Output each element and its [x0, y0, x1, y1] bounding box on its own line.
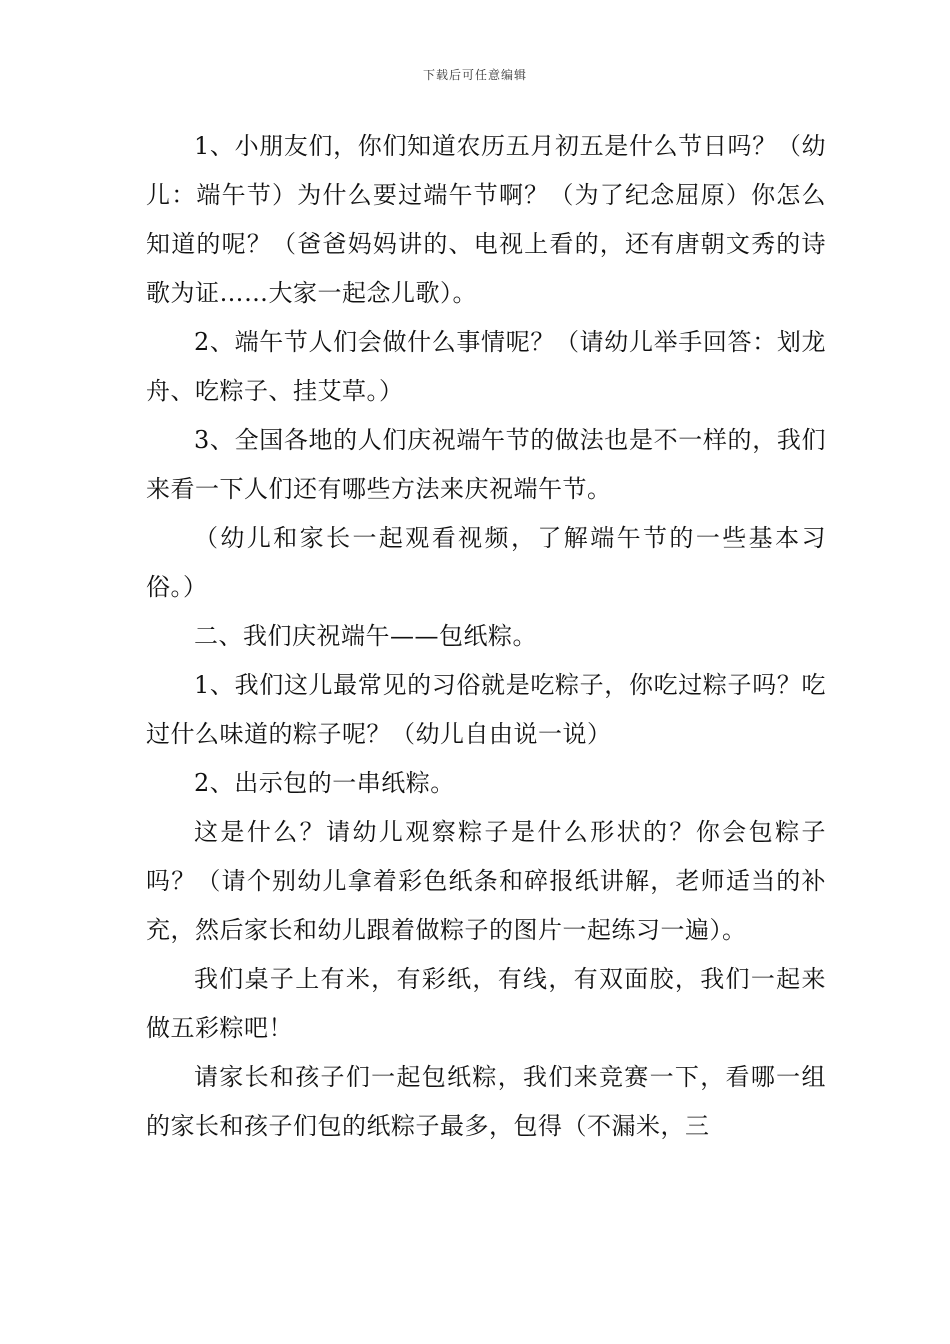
paragraph-1: 1、小朋友们，你们知道农历五月初五是什么节日吗？（幼儿：端午节）为什么要过端午节啊？（为了纪念屈原）你怎么知道的呢？（爸爸妈妈讲的、电视上看的，还有唐朝文秀的诗歌为证……大家一起念儿歌）。 [146, 132, 826, 307]
paragraph-8: 我们桌子上有米，有彩纸，有线，有双面胶，我们一起来做五彩粽吧！ [146, 965, 826, 1042]
paragraph-5: 1、我们这儿最常见的习俗就是吃粽子，你吃过粽子吗？吃过什么味道的粽子呢？（幼儿自由说一说） [146, 671, 826, 748]
page-header: 下载后可任意编辑 [422, 68, 527, 82]
document-body [146, 122, 826, 1151]
paragraph-7: 这是什么？请幼儿观察粽子是什么形状的？你会包粽子吗？（请个别幼儿拿着彩色纸条和碎报纸讲解，老师适当的补充，然后家长和幼儿跟着做粽子的图片一起练习一遍）。 [146, 818, 826, 944]
paragraph-2: 2、端午节人们会做什么事情呢？（请幼儿举手回答：划龙舟、吃粽子、挂艾草。） [146, 328, 826, 405]
paragraph-4: （幼儿和家长一起观看视频，了解端午节的一些基本习俗。） [146, 524, 826, 601]
paragraph-3: 3、全国各地的人们庆祝端午节的做法也是不一样的，我们来看一下人们还有哪些方法来庆祝端午节。 [146, 426, 826, 503]
paragraph-9: 请家长和孩子们一起包纸粽，我们来竞赛一下，看哪一组的家长和孩子们包的纸粽子最多，包得（不漏米，三 [146, 1063, 826, 1140]
section-heading: 二、我们庆祝端午——包纸粽。 [194, 622, 537, 650]
paragraph-6: 2、出示包的一串纸粽。 [194, 769, 455, 797]
